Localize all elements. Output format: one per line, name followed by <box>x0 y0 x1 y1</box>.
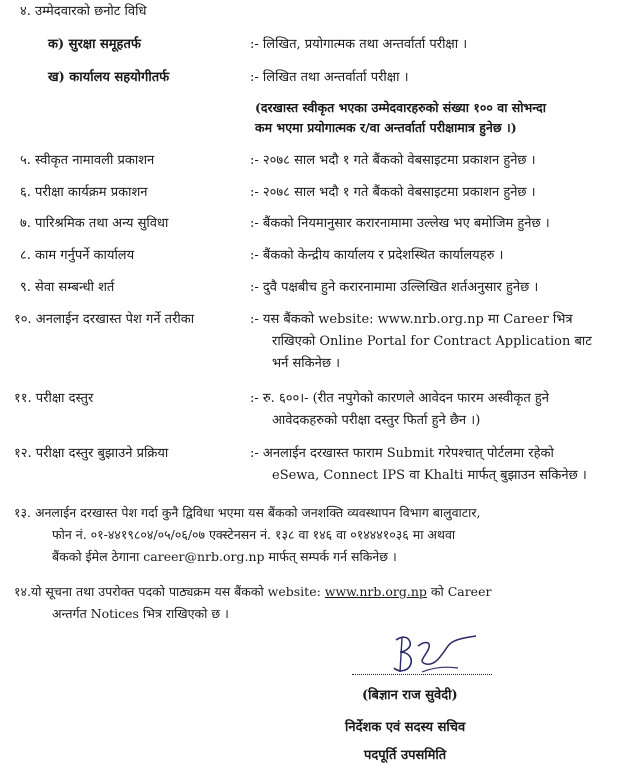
signatory-title: निर्देशक एवं सदस्य सचिव <box>345 720 466 735</box>
section-8-value: :- बैंकको केन्द्रीय कार्यालय र प्रदेशस्थित कार्यालयहरु । <box>250 248 504 263</box>
section-4a-label: क) सुरक्षा समूहतर्फ <box>48 37 141 52</box>
signatory-name: (बिज्ञान राज सुवेदी) <box>362 688 458 703</box>
section-10-value-line-2: राखिएको Online Portal for Contract Application बाट <box>272 334 592 349</box>
section-13-line-2: फोन नं. ०१-४४१९८०४/०५/०६/०७ एक्स्टेनसन नं. १३८ वा १४६ वा ०१४४४१०३६ मा अथवा <box>52 527 456 542</box>
section-4b-value: :- लिखित तथा अन्तर्वार्ता परीक्षा । <box>250 70 409 85</box>
section-13-line-3: बैंकको ईमेल ठेगाना career@nrb.org.np मार्फत् सम्पर्क गर्न सकिनेछ । <box>52 549 397 564</box>
section-5-label: ५. स्वीकृत नामावली प्रकाशन <box>20 153 155 168</box>
section-11-value-line-1: :- रु. ६००।- (रीत नपुगेको कारणले आवेदन फारम अस्वीकृत हुने <box>250 391 549 406</box>
section-11-value-line-2: आवेदकहरुको परीक्षा दस्तुर फिर्ता हुने छैन ।) <box>272 413 481 428</box>
signatory-committee: पदपूर्ति उपसमिति <box>364 748 447 763</box>
section-14-line-2: अन्तर्गत Notices भित्र राखिएको छ । <box>52 606 229 621</box>
section-12-label: १२. परीक्षा दस्तुर बुझाउने प्रक्रिया <box>14 446 169 461</box>
section-6-label: ६. परीक्षा कार्यक्रम प्रकाशन <box>20 185 148 200</box>
section-12-value-line-1: :- अनलाईन दरखास्त फाराम Submit गरेपश्चात् पोर्टलमा रहेको <box>250 446 554 461</box>
section-4-note-line-2: कम भएमा प्रयोगात्मक र/वा अन्तर्वार्ता परीक्षामात्र हुनेछ ।) <box>255 120 517 135</box>
section-4-heading: ४. उम्मेदवारको छनोट विधि <box>20 4 147 19</box>
section-14-line-1 <box>14 584 491 600</box>
section-13-line-1: १३. अनलाईन दरखास्त पेश गर्दा कुनै द्विविधा भएमा यस बैंकको जनशक्ति व्यवस्थापन विभाग बालुवाटार, <box>14 505 481 520</box>
nrb-website-link[interactable]: www.nrb.org.np <box>324 584 427 599</box>
section-9-value: :- दुवै पक्षबीच हुने करारनामामा उल्लिखित शर्तअनुसार हुनेछ । <box>250 280 539 295</box>
section-12-value-line-2: eSewa, Connect IPS वा Khalti मार्फत् बुझाउन सकिनेछ । <box>272 468 587 483</box>
section-5-value: :- २०७८ साल भदौ १ गते बैंकको वेबसाइटमा प्रकाशन हुनेछ । <box>250 153 536 168</box>
handwritten-signature <box>392 632 482 678</box>
section-7-label: ७. पारिश्रमिक तथा अन्य सुविधा <box>20 216 169 231</box>
section-7-value: :- बैंकको नियमानुसार करारनामामा उल्लेख भए बमोजिम हुनेछ । <box>250 216 550 231</box>
section-10-label: १०. अनलाईन दरखास्त पेश गर्ने तरीका <box>14 312 195 327</box>
section-4b-label: ख) कार्यालय सहयोगीतर्फ <box>48 70 170 85</box>
signature-line <box>352 674 492 675</box>
section-14-text: १४.यो सूचना तथा उपरोक्त पदको पाठ्यक्रम यस बैंकको website: <box>14 584 325 599</box>
section-4-note-line-1: (दरखास्त स्वीकृत भएका उम्मेदवारहरुको संख्या १०० वा सोभन्दा <box>255 100 546 115</box>
section-9-label: ९. सेवा सम्बन्धी शर्त <box>20 280 115 295</box>
section-11-label: ११. परीक्षा दस्तुर <box>14 391 94 406</box>
section-4a-value: :- लिखित, प्रयोगात्मक तथा अन्तर्वार्ता परीक्षा । <box>250 37 468 52</box>
section-10-value-line-1: :- यस बैंकको website: www.nrb.org.np मा Career भित्र <box>250 312 573 327</box>
section-6-value: :- २०७८ साल भदौ १ गते बैंकको वेबसाइटमा प्रकाशन हुनेछ । <box>250 185 536 200</box>
section-10-value-line-3: भर्न सकिनेछ । <box>272 356 341 371</box>
section-8-label: ८. काम गर्नुपर्ने कार्यालय <box>20 248 135 263</box>
section-14-text-end: को Career <box>426 584 492 599</box>
